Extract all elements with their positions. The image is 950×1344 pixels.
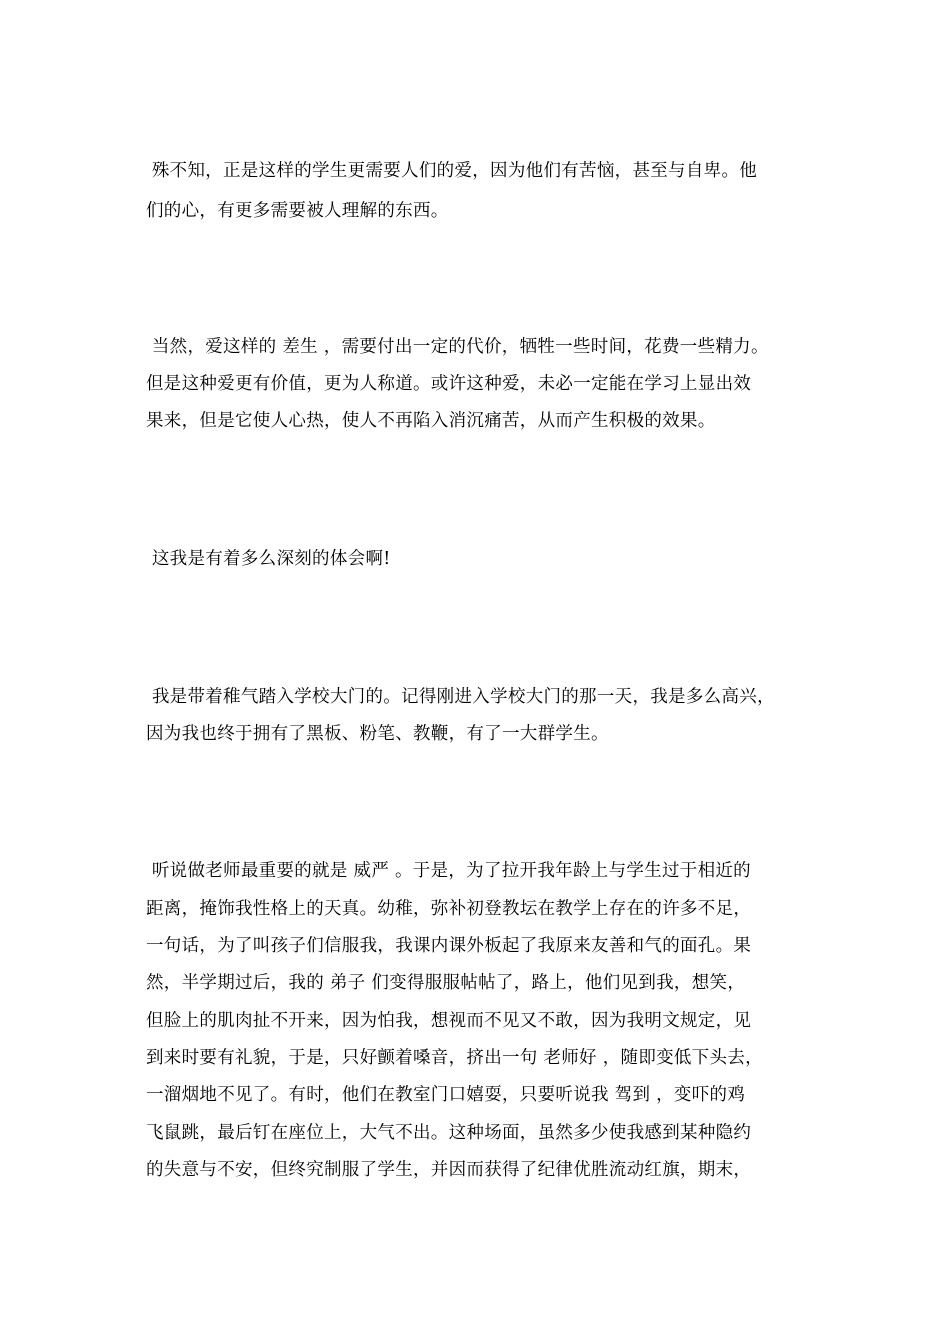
paragraph-line: 一句话，为了叫孩子们信服我，我课内课外板起了我原来友善和气的面孔。果 [146,936,752,956]
paragraph-line: 距离，掩饰我性格上的天真。幼稚，弥补初登教坛在教学上存在的许多不足， [146,899,752,919]
paragraph-line: 我是带着稚气踏入学校大门的。记得刚进入学校大门的那一天，我是多么高兴， [146,687,775,707]
paragraph-line: 当然，爱这样的 差生 ，需要付出一定的代价，牺牲一些时间，花费一些精力。 [146,337,769,357]
paragraph-line: 因为我也终于拥有了黑板、粉笔、教鞭，有了一大群学生。 [146,724,609,744]
paragraph-line: 飞鼠跳，最后钉在座位上，大气不出。这种场面，虽然多少使我感到某种隐约 [146,1123,752,1143]
paragraph-line: 但脸上的肌肉扯不开来，因为怕我，想视而不见又不敢，因为我明文规定，见 [146,1011,752,1031]
paragraph-line: 殊不知，正是这样的学生更需要人们的爱，因为他们有苦恼，甚至与自卑。他 [146,161,758,181]
paragraph-line: 但是这种爱更有价值，更为人称道。或许这种爱，未必一定能在学习上显出效 [146,374,752,394]
paragraph-line: 的失意与不安，但终究制服了学生，并因而获得了纪律优胜流动红旗，期末， [146,1160,752,1180]
paragraph-line: 果来，但是它使人心热，使人不再陷入消沉痛苦，从而产生积极的效果。 [146,411,716,431]
paragraph-line: 们的心，有更多需要被人理解的东西。 [146,201,449,221]
paragraph-line: 到来时要有礼貌，于是，只好颤着嗓音，挤出一句 老师好 ，随即变低下头去， [146,1048,763,1068]
paragraph-line: 这我是有着多么深刻的体会啊! [146,549,391,569]
paragraph-line: 然，半学期过后，我的 弟子 们变得服服帖帖了，路上，他们见到我，想笑， [146,973,746,993]
paragraph-line: 一溜烟地不见了。有时，他们在教室门口嬉耍，只要听说我 驾到 ，变吓的鸡 [146,1085,746,1105]
paragraph-line: 听说做老师最重要的就是 威严 。于是，为了拉开我年龄上与学生过于相近的 [146,861,751,881]
